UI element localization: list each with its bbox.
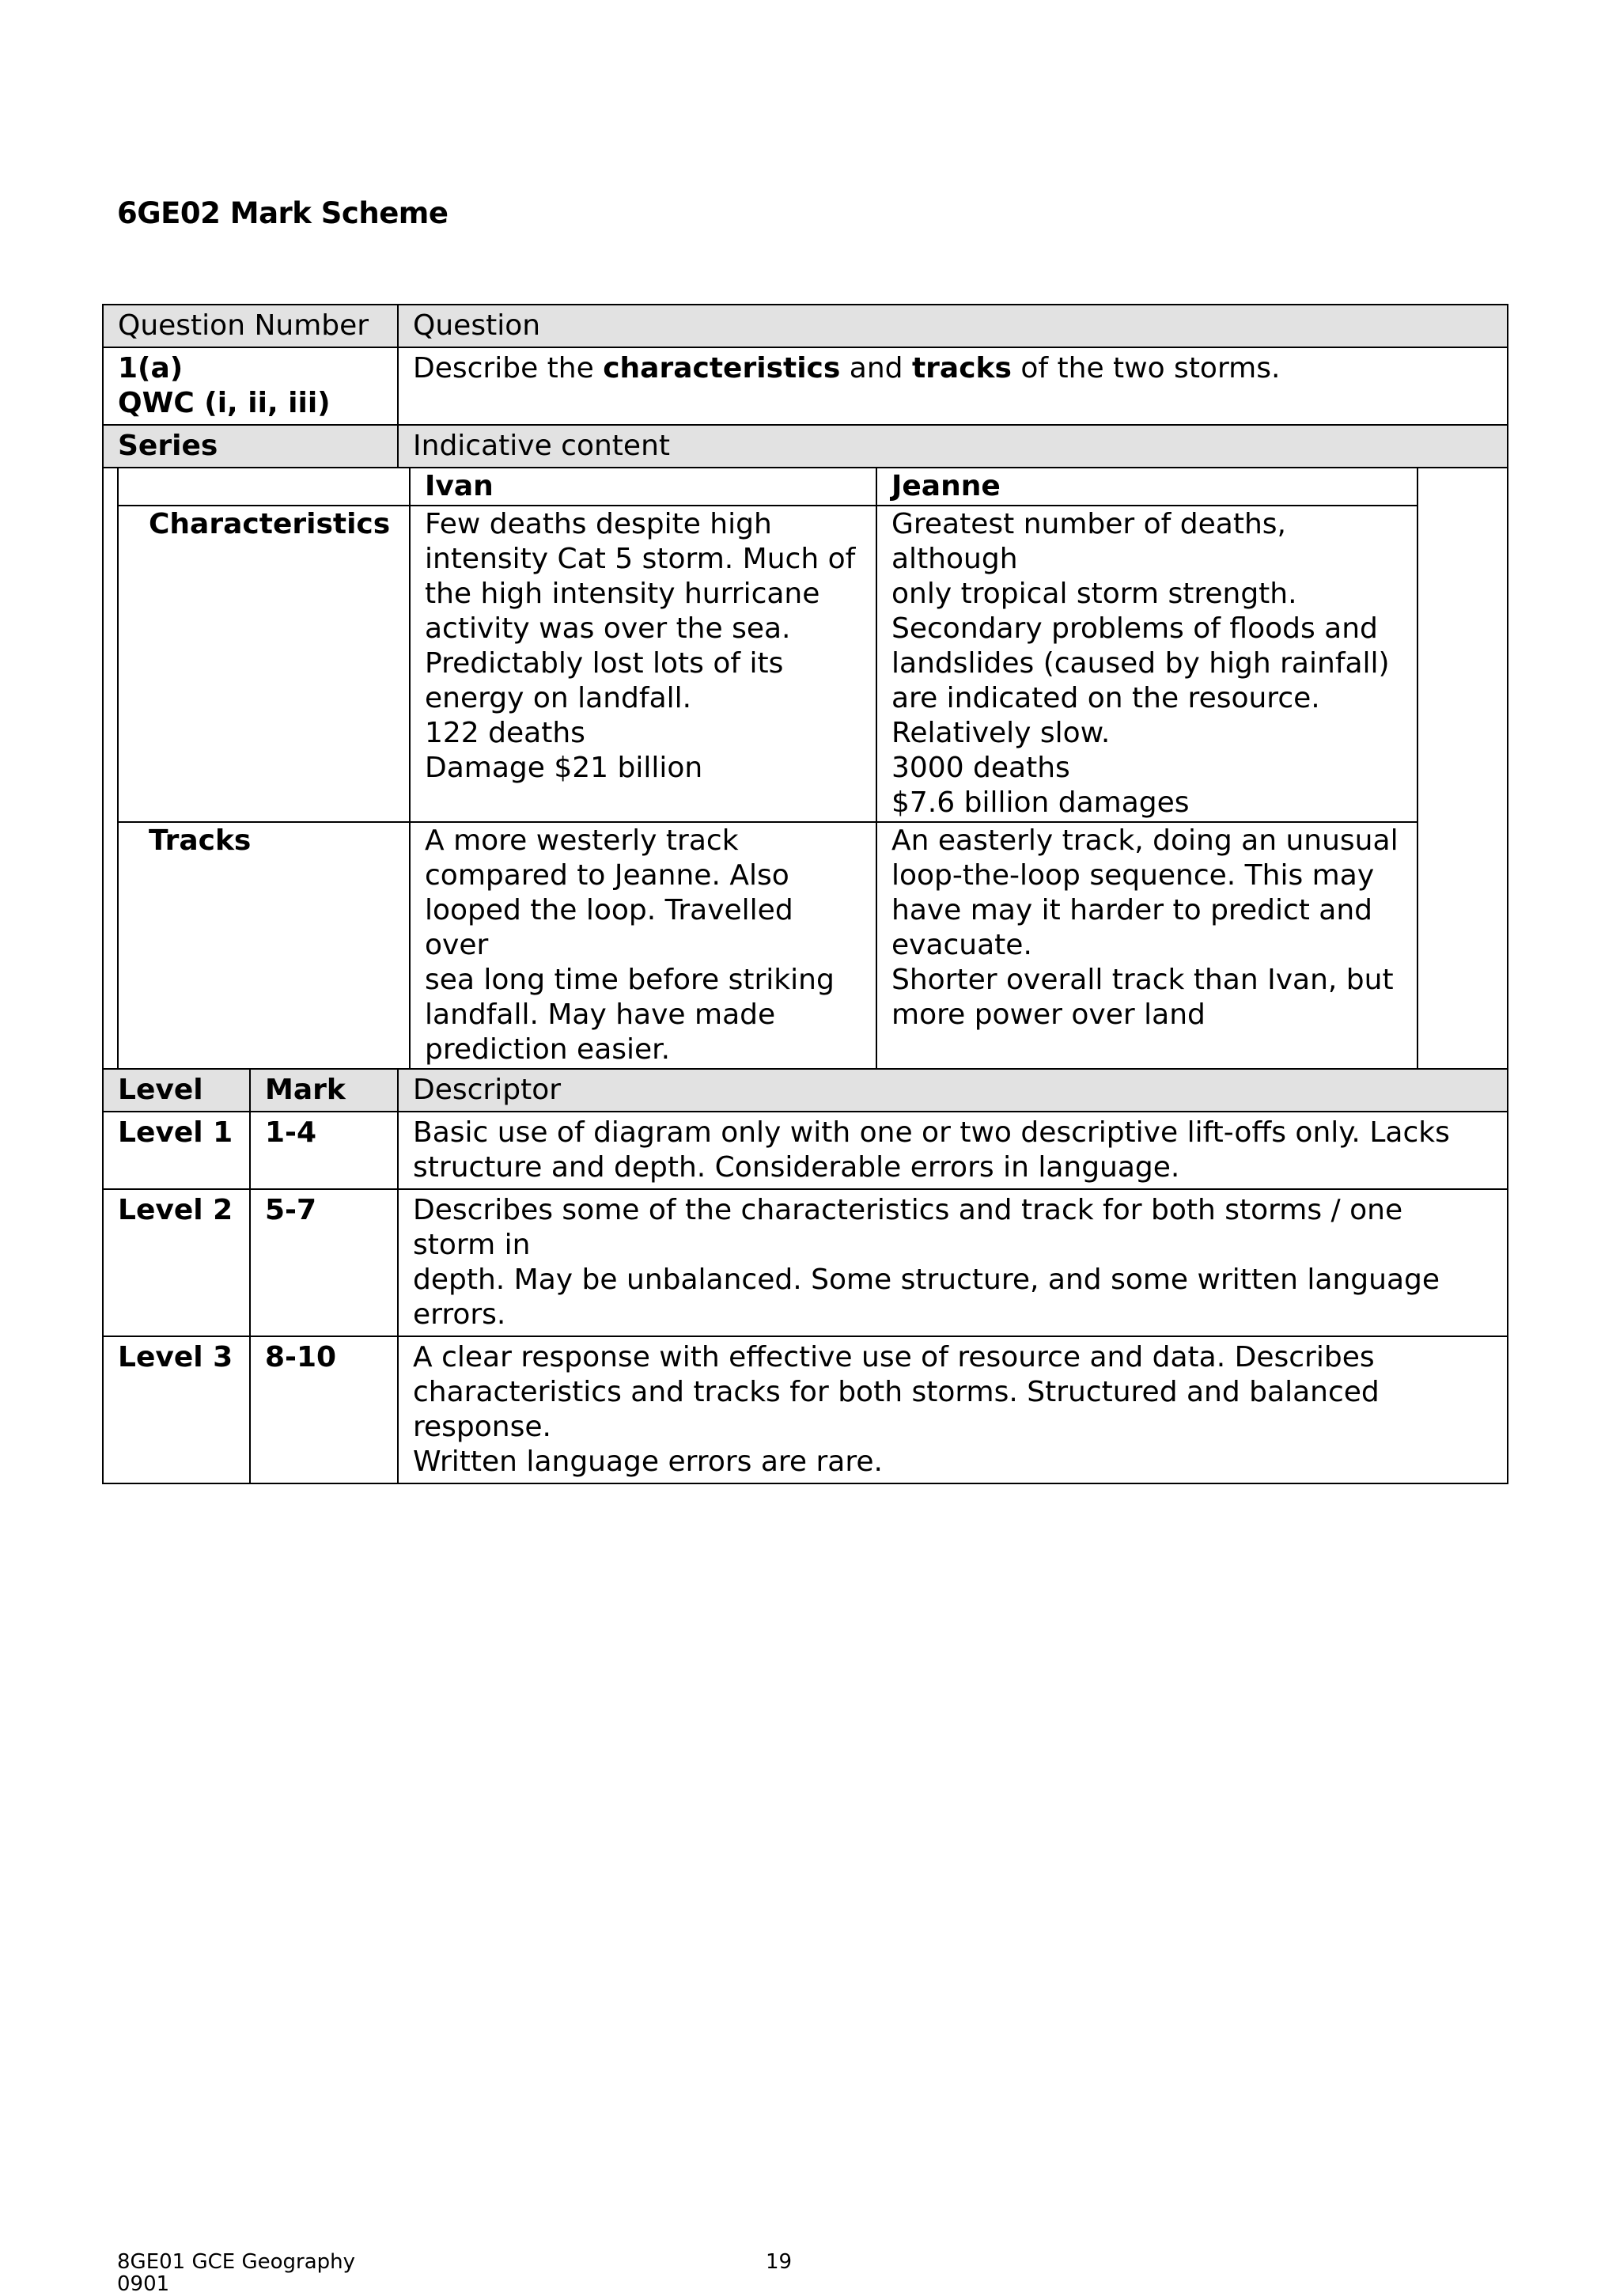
- level-row: [103, 1336, 1508, 1483]
- indicative-content-label: Indicative content: [398, 425, 1508, 468]
- series-row: [103, 425, 1508, 468]
- level-label: Level 1: [103, 1112, 250, 1189]
- level-label: Level 3: [103, 1336, 250, 1483]
- indicative-content-table: [104, 468, 1507, 1068]
- level-row: [103, 1189, 1508, 1336]
- table-header-row: [103, 305, 1508, 347]
- level-descriptor: Basic use of diagram only with one or two descriptive lift-offs only. Lacks structure and depth. Considerable errors in language.: [398, 1112, 1508, 1189]
- footer-course: 8GE01 GCE Geography: [117, 2250, 356, 2274]
- jeanne-characteristics: Greatest number of deaths, although only tropical storm strength. Secondary problems of floods and landslides (caused by high rainfall) are indicated on the resource. Relatively slow. 3000 deaths $7.6 billion damages: [876, 506, 1418, 822]
- characteristics-row: [104, 506, 1507, 822]
- level-row: [103, 1112, 1508, 1189]
- tracks-label: Tracks: [118, 822, 410, 1068]
- page-title: 6GE02 Mark Scheme: [117, 196, 449, 230]
- level-mark: 8-10: [250, 1336, 398, 1483]
- footer-code: 0901: [117, 2272, 170, 2296]
- level-mark: 5-7: [250, 1189, 398, 1336]
- col-ivan: Ivan: [410, 468, 876, 506]
- question-number-header: Question Number: [103, 305, 398, 347]
- level-mark: 1-4: [250, 1112, 398, 1189]
- footer: [117, 2251, 355, 2295]
- question-number: 1(a): [118, 352, 184, 385]
- question-text: Describe the characteristics and tracks of the two storms.: [398, 347, 1508, 425]
- question-header: Question: [398, 305, 1508, 347]
- mark-scheme-table: [102, 304, 1508, 1484]
- levels-header-row: [103, 1069, 1508, 1112]
- level-descriptor: A clear response with effective use of resource and data. Describes characteristics and tracks for both storms. Structured and balanced response. Written language errors are rare.: [398, 1336, 1508, 1483]
- question-row: [103, 347, 1508, 425]
- level-label: Level 2: [103, 1189, 250, 1336]
- series-label: Series: [103, 425, 398, 468]
- ivan-characteristics: Few deaths despite high intensity Cat 5 storm. Much of the high intensity hurricane activity was over the sea. Predictably lost lots of its energy on landfall. 122 deaths Damage $21 billion: [410, 506, 876, 822]
- jeanne-tracks: An easterly track, doing an unusual loop-the-loop sequence. This may have may it harder to predict and evacuate. Shorter overall track than Ivan, but more power over land: [876, 822, 1418, 1068]
- ivan-tracks: A more westerly track compared to Jeanne. Also looped the loop. Travelled over sea long time before striking landfall. May have made prediction easier.: [410, 822, 876, 1068]
- characteristics-label: Characteristics: [118, 506, 410, 822]
- page-number: 19: [766, 2250, 793, 2274]
- col-jeanne: Jeanne: [876, 468, 1418, 506]
- indicative-content-row: [103, 468, 1508, 1069]
- question-number-cell: [103, 347, 398, 425]
- storm-header-row: [104, 468, 1507, 506]
- level-descriptor: Describes some of the characteristics and track for both storms / one storm in depth. May be unbalanced. Some structure, and some written language errors.: [398, 1189, 1508, 1336]
- tracks-row: [104, 822, 1507, 1068]
- qwc-label: QWC (i, ii, iii): [118, 387, 331, 419]
- descriptor-header: Descriptor: [398, 1069, 1508, 1112]
- level-header: Level: [103, 1069, 250, 1112]
- mark-header: Mark: [250, 1069, 398, 1112]
